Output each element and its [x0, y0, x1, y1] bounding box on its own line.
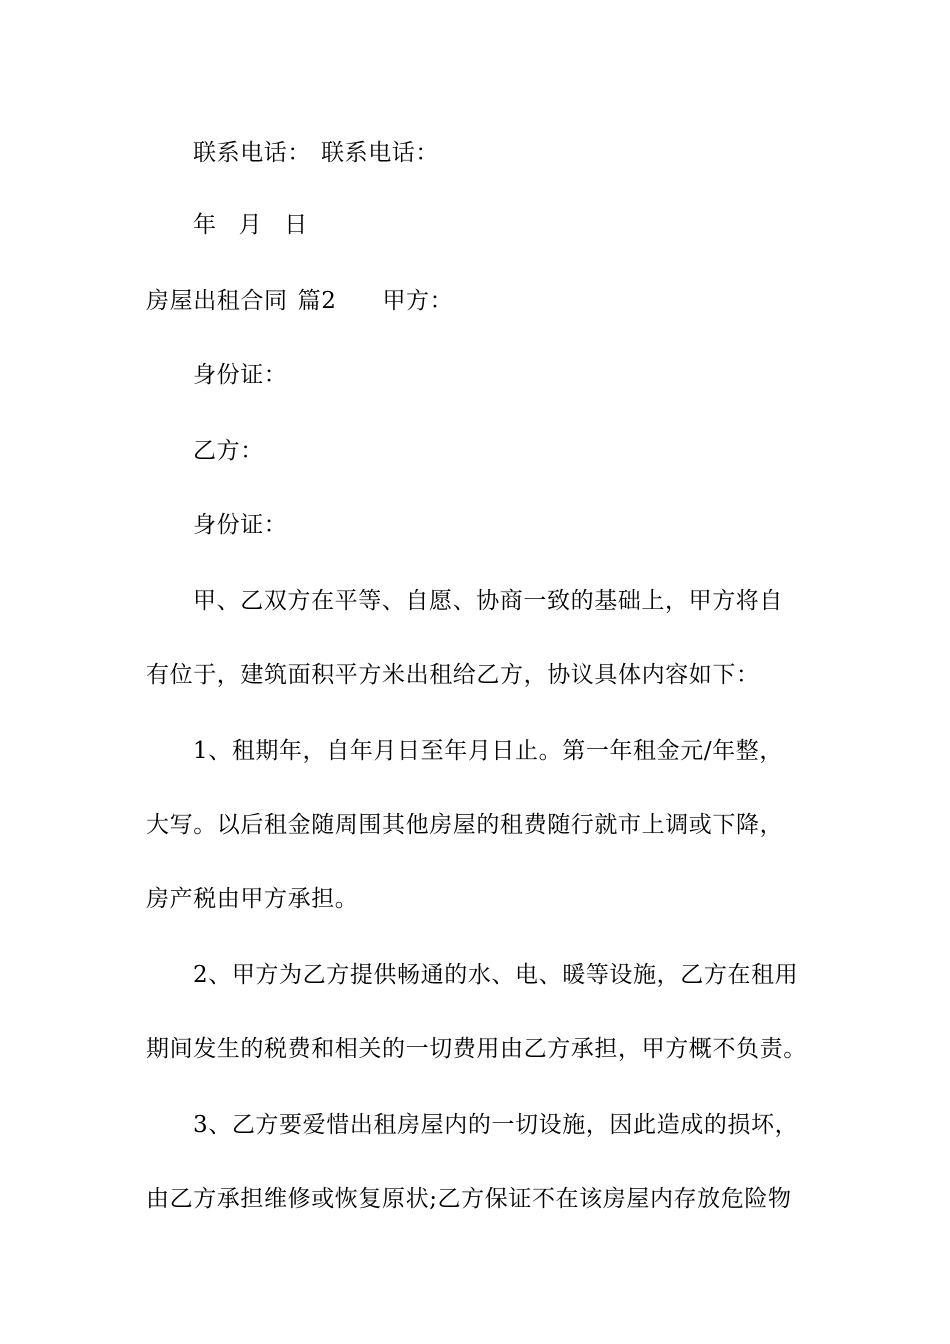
body-line-1: 甲、乙双方在平等、自愿、协商一致的基础上，甲方将自 — [193, 588, 783, 614]
party-b-label: 乙方： — [193, 438, 264, 464]
contact-phone-right: 联系电话： — [321, 140, 439, 166]
date-year: 年 — [193, 212, 217, 238]
body-line-6: 2、甲方为乙方提供畅通的水、电、暖等设施，乙方在租用 — [193, 962, 799, 988]
body-line-4: 大写。以后租金随周围其他房屋的租费随行就市上调或下降， — [146, 812, 784, 838]
body-line-5: 房产税由甲方承担。 — [146, 886, 359, 912]
contact-phone-left: 联系电话： — [193, 140, 311, 166]
party-a-id-line — [193, 360, 873, 390]
body-line-8: 3、乙方要爱惜出租房屋内的一切设施，因此造成的损坏， — [193, 1112, 799, 1138]
date-day: 日 — [284, 212, 308, 238]
body-line-7: 期间发生的税费和相关的一切费用由乙方承担，甲方概不负责。 — [146, 1036, 807, 1062]
party-b-id-line — [193, 510, 873, 540]
body-line-2: 有位于，建筑面积平方米出租给乙方，协议具体内容如下： — [146, 662, 760, 688]
party-a-label: 甲方： — [382, 288, 454, 314]
body-line-3: 1、租期年，自年月日至年月日止。第一年租金元/年整， — [193, 738, 783, 764]
body-line-9: 由乙方承担维修或恢复原状;乙方保证不在该房屋内存放危险物 — [146, 1186, 792, 1212]
section-title: 房屋出租合同 — [146, 288, 288, 314]
party-b-line — [193, 436, 873, 466]
section-number: 篇2 — [297, 288, 337, 314]
party-a-id: 身份证： — [193, 362, 288, 388]
date-line — [193, 210, 873, 240]
party-b-id: 身份证： — [193, 512, 288, 538]
contact-phone-line — [193, 138, 873, 168]
section-heading-line — [146, 286, 826, 316]
date-month: 月 — [238, 212, 263, 238]
